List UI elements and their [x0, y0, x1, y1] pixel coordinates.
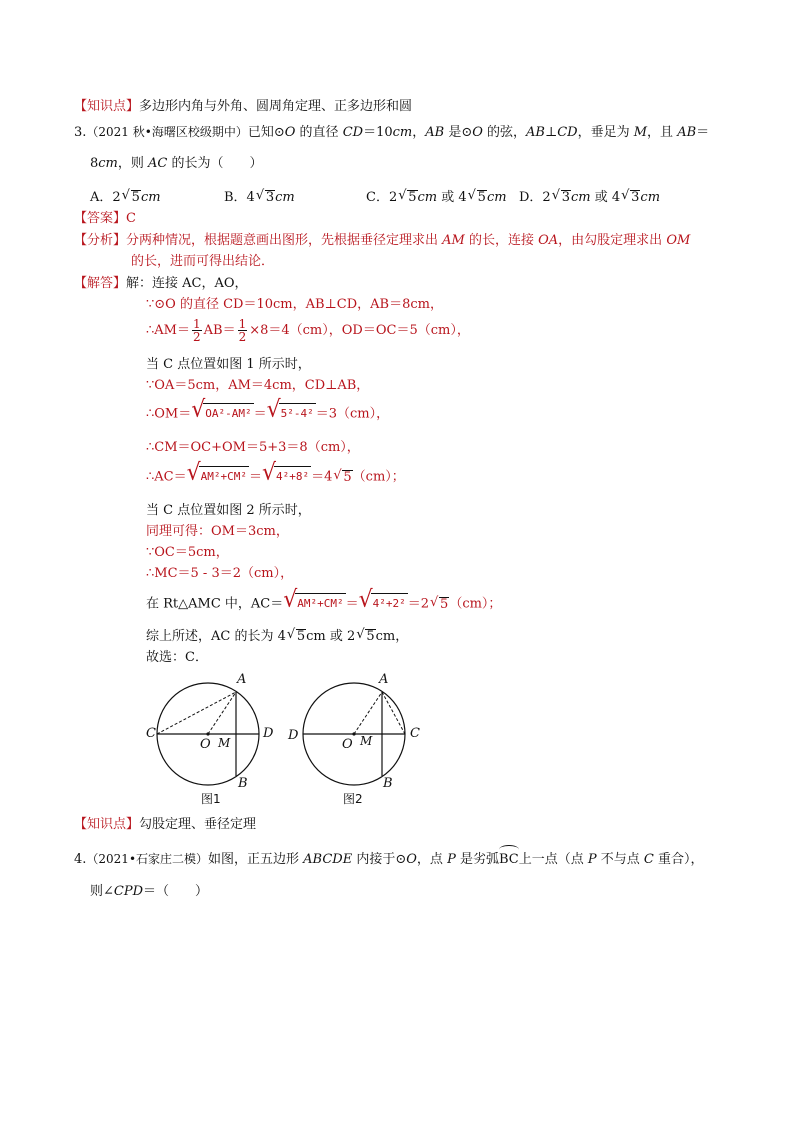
figure-2-caption: 图2 [343, 792, 363, 806]
q3-text: M [633, 125, 648, 140]
q4-text: 是劣弧 [455, 852, 499, 867]
q3-text: O [284, 125, 296, 140]
q4-text: 则∠ [90, 884, 114, 899]
solution-line-14 [146, 628, 408, 646]
solution-text: ＝ [248, 469, 262, 485]
option-c-radicand: 5 [408, 190, 417, 205]
question-source: （2021 秋•海曙区校级期中） [86, 125, 248, 139]
option-a-radicand: 5 [131, 190, 140, 205]
solution-text: AB＝ [203, 323, 236, 338]
solution-line-9: 当 C 点位置如图 2 所示时， [146, 503, 311, 518]
option-a[interactable] [90, 186, 161, 205]
option-c-radicand-2: 5 [477, 190, 486, 205]
point-label-m: M [218, 736, 231, 750]
q3-text: CD [342, 125, 364, 140]
solution-text: ∴OM＝ [146, 406, 192, 422]
answer-value: C [126, 211, 136, 226]
knowledge-point-text: 勾股定理、垂径定理 [139, 817, 257, 832]
radicand: 4²+8² [274, 466, 311, 485]
analysis-text: 分两种情况，根据题意画出图形，先根据垂径定理求出 [126, 233, 443, 248]
question-4-line-1 [74, 849, 703, 869]
solution-text: cm， [375, 629, 409, 644]
q3-text: ，且 [647, 125, 678, 140]
knowledge-point-1 [74, 98, 412, 116]
q3-text: cm [98, 156, 118, 171]
point-label-o: O [342, 737, 353, 752]
analysis-text: AM [442, 233, 465, 248]
analysis-text: 的长，连接 [464, 233, 539, 248]
fraction-half [192, 318, 202, 343]
solution-text: ＝3（cm）， [315, 406, 390, 422]
answer-tag: 【答案】 [74, 211, 127, 226]
q4-text: ，点 [416, 852, 448, 867]
solution-line-7: ∴CM＝OC+OM＝5+3＝8（cm）， [146, 440, 360, 455]
q3-text: 是⊙ [444, 125, 473, 140]
q4-text: P [447, 852, 456, 867]
q3-text: AB [425, 125, 445, 140]
solution-text: 解：连接 AC，AO， [126, 276, 248, 291]
q4-text: 重合）， [653, 852, 704, 867]
point-label-d: D [288, 728, 299, 743]
solution-line-10: 同理可得：OM＝3cm， [146, 524, 289, 539]
option-b-unit: cm [275, 190, 295, 205]
radicand: AM²+CM² [199, 466, 249, 485]
q3-text: CD [557, 125, 578, 140]
solution-line-11: ∵OC＝5cm， [146, 545, 229, 560]
q3-text: 的长为（ ） [167, 156, 263, 171]
point-label-d: D [263, 726, 274, 741]
arc-bc: BC [499, 849, 519, 869]
analysis-line-1 [74, 232, 690, 250]
q4-text: 如图，正五边形 [208, 852, 304, 867]
segment-ac [382, 692, 405, 734]
option-d-unit: cm [570, 190, 591, 205]
question-number: 3. [74, 125, 87, 140]
knowledge-point-2 [74, 816, 256, 834]
figure-1 [140, 670, 280, 800]
radicand: AM²+CM² [295, 593, 345, 612]
segment-ao [208, 692, 236, 734]
solution-text: ∴AM＝ [146, 323, 190, 338]
q4-text: ABCDE [303, 852, 353, 867]
option-c-unit-2: cm [486, 190, 507, 205]
analysis-tag: 【分析】 [74, 233, 127, 248]
option-c[interactable] [366, 186, 507, 205]
option-d[interactable] [519, 186, 660, 205]
analysis-line-2: 的长，进而可得出结论． [131, 254, 275, 269]
q4-text: CPD [113, 884, 144, 899]
q4-text: C [643, 852, 654, 867]
solution-text: 在 Rt△AMC 中，AC＝ [146, 596, 284, 612]
solution-line-5: ∵OA＝5cm，AM＝4cm，CD⊥AB， [146, 378, 370, 393]
figure-1-diagram [140, 670, 280, 800]
q3-text: 已知⊙ [247, 125, 285, 140]
q4-text: O [406, 852, 417, 867]
option-d-radicand: 3 [561, 190, 570, 205]
radicand: 5 [366, 629, 375, 644]
point-label-b: B [383, 776, 393, 791]
knowledge-point-tag: 【知识点】 [74, 99, 140, 114]
point-label-b: B [238, 776, 248, 791]
solution-text: cm 或 2 [306, 629, 356, 644]
q3-text: AB [677, 125, 697, 140]
option-b-label: B．4 [224, 190, 255, 205]
question-3-line-1 [74, 123, 709, 142]
radicand: 5 [343, 469, 352, 485]
solution-line-2: ∵⊙O 的直径 CD＝10cm，AB⊥CD，AB＝8cm， [146, 297, 443, 312]
q3-text: O [472, 125, 483, 140]
q3-text: 的直径 [295, 125, 343, 140]
radicand: 4²+2² [371, 593, 408, 612]
option-d-label: D．2 [519, 190, 551, 205]
question-3-line-2 [90, 155, 263, 173]
option-c-unit: cm [417, 190, 438, 205]
point-label-o: O [200, 737, 211, 752]
q3-text: cm [392, 125, 413, 140]
q4-text: 不与点 [596, 852, 644, 867]
point-label-c: C [146, 726, 156, 741]
radicand: 5 [296, 629, 306, 644]
option-b-radicand: 3 [265, 190, 275, 205]
solution-line-15: 故选：C． [146, 650, 208, 665]
question-number: 4. [74, 852, 87, 867]
point-label-a: A [237, 672, 247, 687]
solution-text: ∴AC＝ [146, 469, 187, 485]
q4-text: P [587, 852, 597, 867]
solution-text: （cm）； [352, 469, 405, 485]
analysis-text: OM [666, 233, 691, 248]
option-d-or: 或 4 [590, 190, 621, 205]
fraction-numerator: 1 [192, 317, 201, 331]
knowledge-point-tag: 【知识点】 [74, 817, 140, 832]
option-a-label: A．2 [90, 190, 121, 205]
solution-line-4: 当 C 点位置如图 1 所示时， [146, 357, 311, 372]
solution-line-13 [146, 592, 501, 617]
solution-text: ＝ [253, 406, 267, 422]
center-point [352, 732, 355, 735]
option-b[interactable] [224, 186, 295, 205]
analysis-text: OA [538, 233, 559, 248]
solution-text: （cm）； [449, 596, 502, 612]
solution-text: ＝ [345, 596, 359, 612]
solution-text: ＝4 [311, 469, 333, 485]
solution-line-8 [146, 465, 405, 490]
q3-text: AB [526, 125, 545, 140]
figure-2 [282, 670, 432, 800]
radicand: 5 [440, 596, 449, 612]
q3-text: ＝10 [363, 125, 393, 140]
option-a-unit: cm [140, 190, 161, 205]
q3-text: ⊥ [544, 125, 558, 140]
solution-text: ×8＝4（cm），OD＝OC＝5（cm）， [249, 323, 470, 338]
solution-text: ＝2 [407, 596, 430, 612]
option-d-unit-2: cm [640, 190, 661, 205]
answer-line [74, 210, 136, 228]
option-c-or: 或 4 [437, 190, 467, 205]
solution-line-1 [74, 275, 248, 293]
segment-ao [354, 692, 382, 734]
question-source: （2021•石家庄二模） [86, 852, 209, 866]
center-point [206, 732, 209, 735]
solution-tag: 【解答】 [74, 276, 127, 291]
point-label-a: A [379, 672, 389, 687]
radicand: 5²-4² [279, 403, 316, 422]
option-c-label: C．2 [366, 190, 398, 205]
q3-text: ， [412, 125, 426, 140]
fraction-half-2 [238, 318, 248, 343]
segment-ac [157, 692, 236, 734]
q3-text: ，则 [117, 156, 149, 171]
option-d-radicand-2: 3 [631, 190, 640, 205]
analysis-text: ，由勾股定理求出 [558, 233, 667, 248]
point-label-m: M [360, 734, 373, 748]
solution-line-12: ∴MC＝5 - 3＝2（cm）， [146, 566, 294, 581]
q3-text: 的弦， [482, 125, 527, 140]
fraction-denominator: 2 [192, 330, 201, 344]
figure-1-caption: 图1 [201, 792, 221, 806]
question-4-line-2 [90, 883, 208, 901]
fraction-numerator: 1 [238, 317, 247, 331]
point-label-c: C [410, 726, 420, 741]
q3-text: 8 [90, 156, 99, 171]
knowledge-point-text: 多边形内角与外角、圆周角定理、正多边形和圆 [139, 99, 413, 114]
q3-text: ＝ [696, 125, 710, 140]
radicand: OA²-AM² [203, 403, 253, 422]
q4-text: 上一点（点 [518, 852, 588, 867]
solution-text: 综上所述，AC 的长为 4 [146, 629, 286, 644]
q3-text: AC [148, 156, 168, 171]
q3-text: ，垂足为 [577, 125, 634, 140]
fraction-denominator: 2 [238, 330, 247, 344]
q4-text: 内接于⊙ [352, 852, 407, 867]
solution-line-3 [146, 318, 470, 344]
q4-text: ＝（ ） [143, 884, 209, 899]
solution-line-6 [146, 402, 389, 427]
